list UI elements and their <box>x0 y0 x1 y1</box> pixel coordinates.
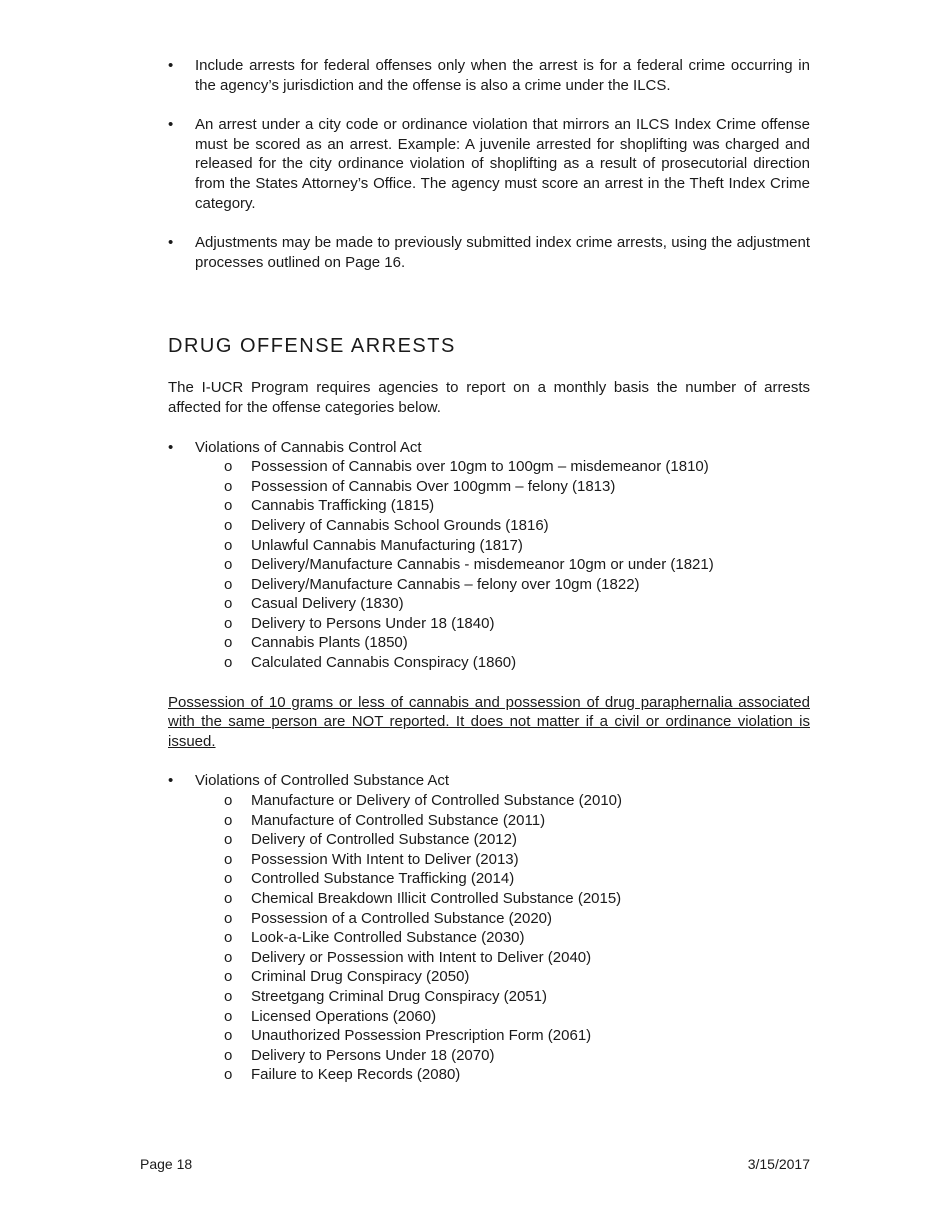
intro-bullet-ordinance: • An arrest under a city code or ordinance violation that mirrors an ILCS Index Crime offense must be scored as an arrest. Example: A juvenile arrested for shoplifting was charged and released for the city ordinance violation of shoplifting as a result of prosecutorial direction from the States Attorney’s Office. The agency must score an arrest in the Theft Index Crime category. <box>168 115 810 213</box>
list-item: o Manufacture of Controlled Substance (2011) <box>224 811 810 831</box>
list-item: o Controlled Substance Trafficking (2014) <box>224 869 810 889</box>
list-item: o Delivery to Persons Under 18 (2070) <box>224 1046 810 1066</box>
list-item: o Possession of Cannabis Over 100gmm – felony (1813) <box>224 477 810 497</box>
list-item: o Look-a-Like Controlled Substance (2030) <box>224 928 810 948</box>
list-item: o Criminal Drug Conspiracy (2050) <box>224 967 810 987</box>
controlled-list <box>168 791 810 1085</box>
cannabis-list <box>168 457 810 673</box>
list-item: o Cannabis Trafficking (1815) <box>224 496 810 516</box>
list-item: o Failure to Keep Records (2080) <box>224 1065 810 1085</box>
page-footer <box>140 1155 810 1175</box>
list-item: o Delivery or Possession with Intent to Deliver (2040) <box>224 948 810 968</box>
page-number: Page 18 <box>140 1156 193 1172</box>
list-item: o Possession of a Controlled Substance (2020) <box>224 909 810 929</box>
list-item: o Possession With Intent to Deliver (2013) <box>224 850 810 870</box>
list-item: o Manufacture or Delivery of Controlled Substance (2010) <box>224 791 810 811</box>
list-item: o Unlawful Cannabis Manufacturing (1817) <box>224 536 810 556</box>
list-item: o Casual Delivery (1830) <box>224 594 810 614</box>
list-item: o Cannabis Plants (1850) <box>224 633 810 653</box>
list-item: o Delivery/Manufacture Cannabis – felony over 10gm (1822) <box>224 575 810 595</box>
cannabis-note: Possession of 10 grams or less of cannabis and possession of drug paraphernalia associated with the same person are NOT reported. It does not matter if a civil or ordinance violation is issued. <box>168 693 810 750</box>
document-date: 3/15/2017 <box>747 1156 810 1172</box>
intro-bullet-federal: • Include arrests for federal offenses only when the arrest is for a federal crime occurring in the agency’s jurisdiction and the offense is also a crime under the ILCS. <box>168 56 810 95</box>
list-item: o Unauthorized Possession Prescription Form (2061) <box>224 1026 810 1046</box>
document-body <box>168 56 810 1085</box>
list-item: o Licensed Operations (2060) <box>224 1007 810 1027</box>
list-item: o Delivery of Controlled Substance (2012) <box>224 830 810 850</box>
list-item: o Delivery/Manufacture Cannabis - misdemeanor 10gm or under (1821) <box>224 555 810 575</box>
list-item: o Streetgang Criminal Drug Conspiracy (2051) <box>224 987 810 1007</box>
list-item: o Calculated Cannabis Conspiracy (1860) <box>224 653 810 673</box>
intro-bullet-adjustments: • Adjustments may be made to previously submitted index crime arrests, using the adjustment processes outlined on Page 16. <box>168 233 810 272</box>
list-item: o Delivery to Persons Under 18 (1840) <box>224 614 810 634</box>
cannabis-title: • Violations of Cannabis Control Act <box>168 438 810 458</box>
section-intro: The I-UCR Program requires agencies to report on a monthly basis the number of arrests affected for the offense categories below. <box>168 379 810 416</box>
controlled-title: • Violations of Controlled Substance Act <box>168 771 810 791</box>
list-item: o Possession of Cannabis over 10gm to 100gm – misdemeanor (1810) <box>224 457 810 477</box>
section-heading: DRUG OFFENSE ARRESTS <box>168 335 456 358</box>
list-item: o Delivery of Cannabis School Grounds (1816) <box>224 516 810 536</box>
list-item: o Chemical Breakdown Illicit Controlled Substance (2015) <box>224 889 810 909</box>
